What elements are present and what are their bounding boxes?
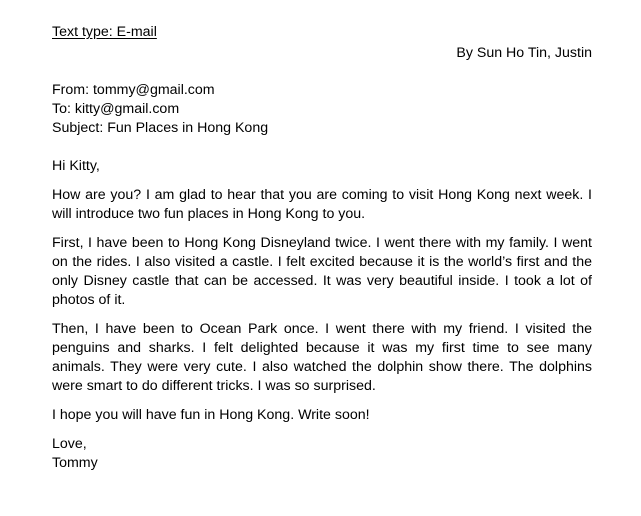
author-line: By Sun Ho Tin, Justin: [456, 45, 592, 61]
text-type-label: Text type: E-mail: [52, 24, 157, 40]
closing-block: [52, 435, 592, 473]
from-line: From: tommy@gmail.com: [52, 82, 215, 98]
subject-line: Subject: Fun Places in Hong Kong: [52, 120, 269, 136]
greeting: Hi Kitty,: [52, 158, 100, 174]
document-page: [52, 23, 592, 473]
paragraph-intro: How are you? I am glad to hear that you are coming to visit Hong Kong next week. I will introduce two fun places in Hong Kong to you.: [52, 187, 592, 222]
paragraph-conclusion: I hope you will have fun in Hong Kong. Write soon!: [52, 407, 370, 423]
to-line: To: kitty@gmail.com: [52, 101, 180, 117]
paragraph-disneyland: First, I have been to Hong Kong Disneyland twice. I went there with my family. I went on the rides. I also visited a castle. I felt excited because it is the world’s first and the only Disney castle that can be accessed. It was very beautiful inside. I took a lot of photos of it.: [52, 235, 592, 308]
email-header: [52, 81, 592, 138]
closing-word: Love,: [52, 436, 87, 452]
signature: Tommy: [52, 455, 98, 471]
paragraph-ocean-park: Then, I have been to Ocean Park once. I went there with my friend. I visited the penguins and sharks. I felt delighted because it was my first time to see many animals. They were very cute. I also watched the dolphin show there. The dolphins were smart to do different tricks. I was so surprised.: [52, 321, 592, 394]
